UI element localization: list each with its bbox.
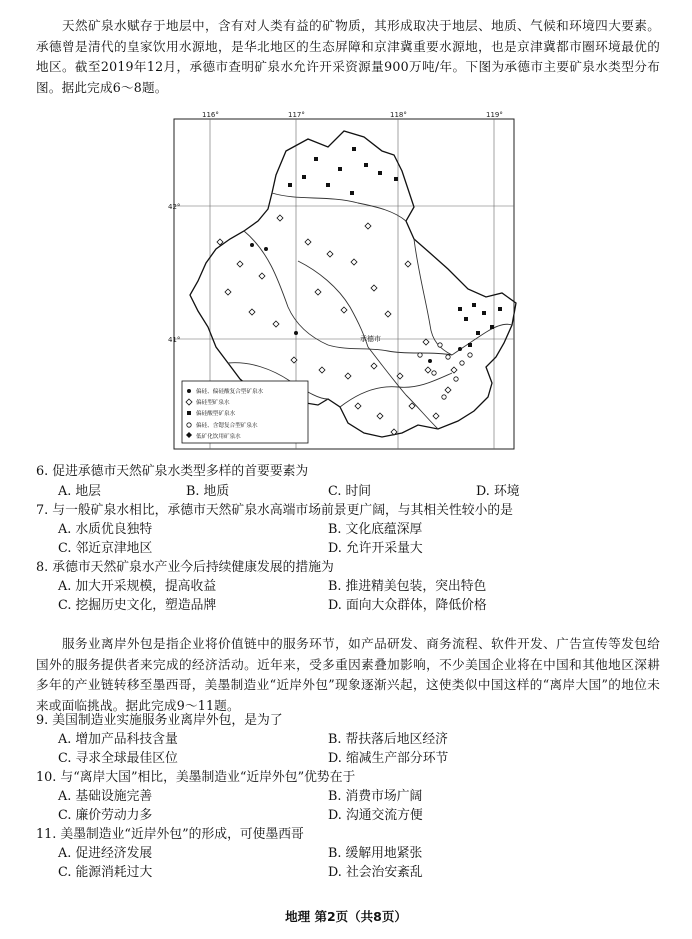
legend-item-1: 偏硅、偏硅酸复合型矿泉水 xyxy=(196,389,264,395)
q8-option-c[interactable]: C. 挖掘历史文化，塑造品牌 xyxy=(58,598,217,613)
q8-option-a[interactable]: A. 加大开采规模，提高收益 xyxy=(58,579,217,594)
question-11-stem: 11. 美墨制造业“近岸外包”的形成，可使墨西哥 xyxy=(36,827,304,842)
legend-item-4: 偏硅、含锶复合型矿泉水 xyxy=(196,423,258,429)
intro-passage-1: 天然矿泉水赋存于地层中，含有对人类有益的矿物质，其形成取决于地层、地质、气候和环境四大要素。承德曾是清代的皇家饮用水源地，是华北地区的生态屏障和京津冀重要水源地，也是京津冀都市圈环境最优的地区。截至2019年12月，承德市查明矿泉水允许开采资源量900万吨/年。下图为承德市主要矿泉水类型分布图。据此完成6～8题。 xyxy=(36,18,660,95)
question-10-stem: 10. 与“离岸大国”相比，美墨制造业“近岸外包”优势在于 xyxy=(36,770,356,785)
question-7-stem: 7. 与一般矿泉水相比，承德市天然矿泉水高端市场前景更广阔，与其相关性较小的是 xyxy=(36,503,513,518)
q10-option-d[interactable]: D. 沟通交流方便 xyxy=(328,808,423,823)
legend-item-5: 低矿化饮用矿泉水 xyxy=(196,434,241,440)
q9-option-b[interactable]: B. 帮扶落后地区经济 xyxy=(328,732,448,747)
question-6-stem: 6. 促进承德市天然矿泉水类型多样的首要要素为 xyxy=(36,464,309,479)
q6-option-d[interactable]: D. 环境 xyxy=(476,484,520,499)
q7-option-a[interactable]: A. 水质优良独特 xyxy=(58,522,153,537)
q11-option-c[interactable]: C. 能源消耗过大 xyxy=(58,865,153,880)
question-9-stem: 9. 美国制造业实施服务业离岸外包，是为了 xyxy=(36,713,283,728)
q11-option-b[interactable]: B. 缓解用地紧张 xyxy=(328,846,423,861)
q6-option-b[interactable]: B. 地质 xyxy=(186,484,230,499)
mineral-water-map xyxy=(168,111,520,457)
lat-label-41: 41° xyxy=(168,336,181,344)
city-label: 承德市 xyxy=(360,335,381,343)
legend-item-3: 偏硅酸型矿泉水 xyxy=(196,411,236,417)
q9-option-c[interactable]: C. 寻求全球最佳区位 xyxy=(58,751,178,766)
q11-option-d[interactable]: D. 社会治安紊乱 xyxy=(328,865,423,880)
lat-label-42: 42° xyxy=(168,203,181,211)
page-footer: 地理 第2页（共8页） xyxy=(285,909,407,924)
question-8-stem: 8. 承德市天然矿泉水产业今后持续健康发展的措施为 xyxy=(36,560,334,575)
q10-option-b[interactable]: B. 消费市场广阔 xyxy=(328,789,423,804)
q9-option-d[interactable]: D. 缩减生产部分环节 xyxy=(328,751,449,766)
q6-option-c[interactable]: C. 时间 xyxy=(328,484,372,499)
intro-passage-2: 服务业离岸外包是指企业将价值链中的服务环节，如产品研发、商务流程、软件开发、广告宣传等发包给国外的服务提供者来完成的经济活动。近年来，受多重因素叠加影响，不少美国企业将在中国和其他地区深耕多年的产业链转移至墨西哥，美墨制造业“近岸外包”现象逐渐兴起，这使类似中国这样的“离岸大国”的地位未来或面临挑战。据此完成9～11题。 xyxy=(36,636,660,713)
q6-option-a[interactable]: A. 地层 xyxy=(58,484,101,499)
map-svg xyxy=(168,111,520,457)
q8-option-d[interactable]: D. 面向大众群体，降低价格 xyxy=(328,598,487,613)
q7-option-b[interactable]: B. 文化底蕴深厚 xyxy=(328,522,423,537)
lon-label-118: 118° xyxy=(390,111,407,119)
q8-option-b[interactable]: B. 推进精美包装，突出特色 xyxy=(328,579,487,594)
q7-option-d[interactable]: D. 允许开采量大 xyxy=(328,541,423,556)
map-legend xyxy=(182,381,308,443)
legend-item-2: 偏硅型矿泉水 xyxy=(196,400,230,406)
q10-option-a[interactable]: A. 基础设施完善 xyxy=(58,789,153,804)
lon-label-116: 116° xyxy=(202,111,219,119)
lon-label-119: 119° xyxy=(486,111,503,119)
q11-option-a[interactable]: A. 促进经济发展 xyxy=(58,846,153,861)
q7-option-c[interactable]: C. 邻近京津地区 xyxy=(58,541,153,556)
lon-label-117: 117° xyxy=(288,111,305,119)
q10-option-c[interactable]: C. 廉价劳动力多 xyxy=(58,808,153,823)
q9-option-a[interactable]: A. 增加产品科技含量 xyxy=(58,732,178,747)
